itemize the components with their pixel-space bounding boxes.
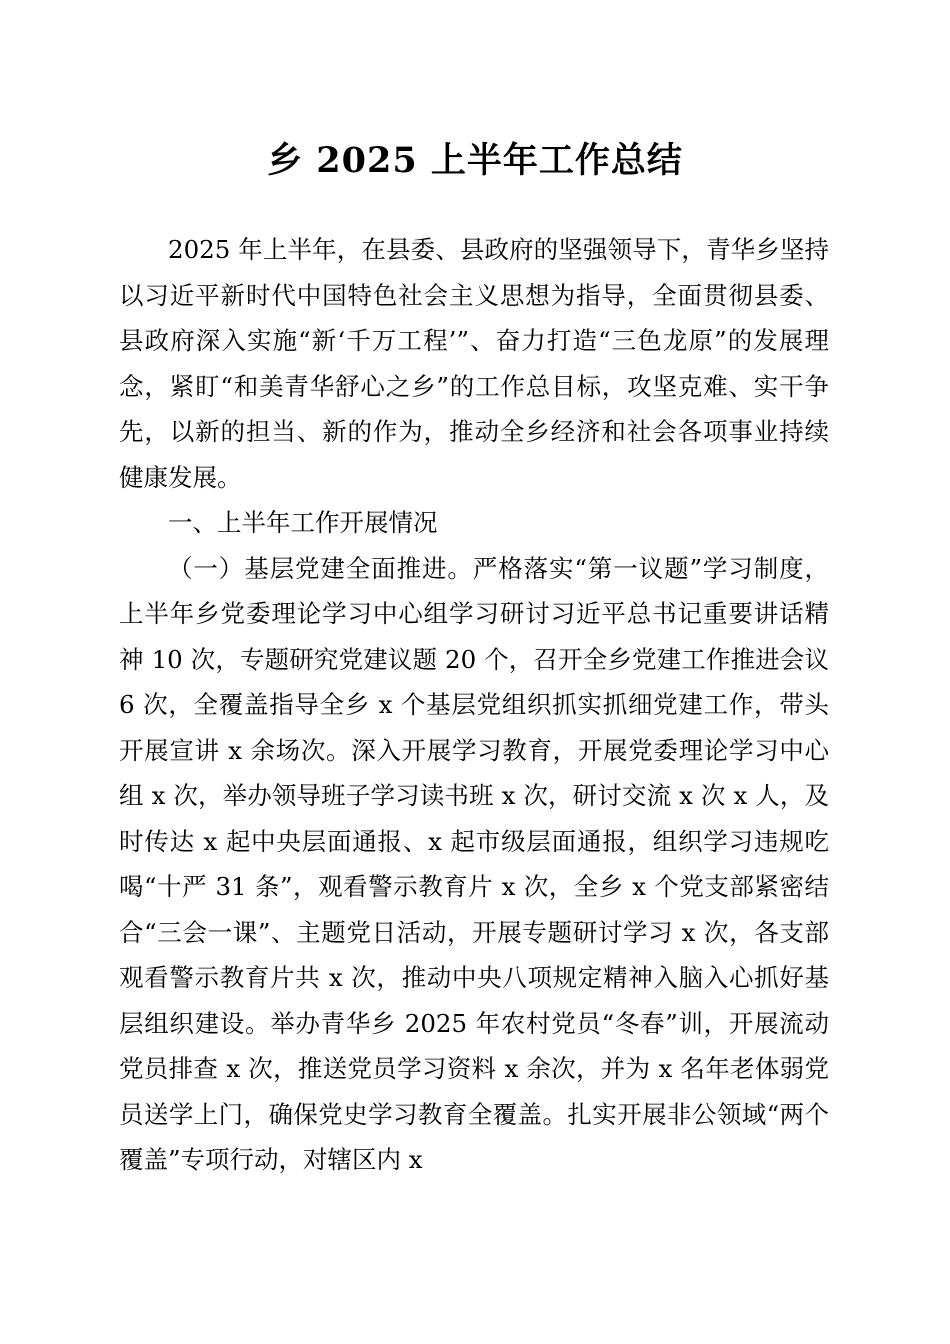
subsection-paragraph	[119, 546, 829, 1183]
section-heading: 一、上半年工作开展情况	[168, 508, 438, 537]
subsection-text: 严格落实“第一议题”学习制度，上半年乡党委理论学习中心组学习研讨习近平总书记重要讲话精神 10 次，专题研究党建议题 20 个，召开全乡党建工作推进会议 6 次，全覆盖指导全乡 x 个基层党组织抓实抓细党建工作，带头开展宣讲 x 余场次。深入开展学习教育，开展党委理论学习中心组 x 次，举办领导班子学习读书班 x 次，研讨交流 x 次 x 人，及时传达 x 起中央层面通报、x 起市级层面通报，组织学习违规吃喝“十严 31 条”，观看警示教育片 x 次，全乡 x 个党支部紧密结合“三会一课”、主题党日活动，开展专题研讨学习 x 次，各支部观看警示教育片共 x 次，推动中央八项规定精神入脑入心抓好基层组织建设。举办青华乡 2025 年农村党员“冬春”训，开展流动党员排查 x 次，推送党员学习资料 x 余次，并为 x 名年老体弱党员送学上门，确保党史学习教育全覆盖。扎实开展非公领域“两个覆盖”专项行动，对辖区内 x	[119, 553, 829, 1174]
document-title: 乡 2025 上半年工作总结	[267, 140, 683, 181]
document-body	[119, 227, 829, 1183]
intro-paragraph: 2025 年上半年，在县委、县政府的坚强领导下，青华乡坚持以习近平新时代中国特色社会主义思想为指导，全面贯彻县委、县政府深入实施“新‘千万工程’”、奋力打造“三色龙原”的发展理念，紧盯“和美青华舒心之乡”的工作总目标，攻坚克难、实干争先，以新的担当、新的作为，推动全乡经济和社会各项事业持续健康发展。	[119, 235, 829, 492]
subsection-heading: （一）基层党建全面推进。	[168, 553, 473, 583]
